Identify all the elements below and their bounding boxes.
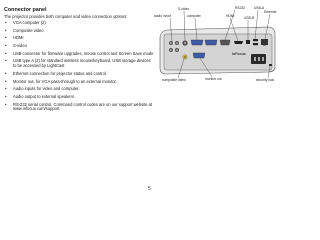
feature-list: [4, 21, 154, 112]
s-video-port-icon: [182, 40, 187, 45]
list-item: • Audio inputs for video and computer.: [4, 87, 154, 92]
page-number: 5: [148, 186, 151, 192]
power-socket-icon: [251, 54, 266, 64]
label-audio-in-out: audio in/out: [154, 14, 172, 18]
label-usb-b: USB-B: [244, 16, 255, 20]
list-item: • Ethernet connection for projector status and control.: [4, 72, 154, 77]
security-lock-slot-icon: [269, 64, 272, 66]
hdmi-port-icon: [234, 41, 243, 44]
connector-panel-diagram: [150, 4, 298, 84]
label-monitor-out: monitor out: [205, 77, 222, 81]
connector-panel-section: [4, 7, 154, 115]
list-item: • VGA computer (2): [4, 21, 154, 26]
list-item: • Monitor out, for VGA pass-through to an external monitor.: [4, 80, 154, 85]
list-item: • HDMI: [4, 36, 154, 41]
usb-b-port-icon: [246, 40, 250, 44]
list-item: • USB type A (2) for standard wireless mouse/keyboard, USB storage devices to be accessed by LightCast: [4, 59, 154, 69]
list-item: • USB connector for firmware upgrades, mouse control and Screen Save mode: [4, 52, 154, 57]
list-item: • Composite video: [4, 29, 154, 34]
monitor-out-port-icon: [193, 53, 205, 58]
list-item: • Audio output to external speakers.: [4, 95, 154, 100]
label-s-video: S-video: [178, 7, 190, 11]
label-hdmi: HDMI: [226, 14, 235, 18]
list-item: • S-video: [4, 44, 154, 49]
label-rs232: RS232: [235, 6, 246, 10]
rs232-port-icon: [220, 40, 230, 45]
section-title: Connector panel: [4, 7, 47, 13]
list-item: • RS-232 serial control. Command control codes are on our support website at www.infocus.com/support.: [4, 103, 154, 113]
section-intro: The projector provides both computer and video connection options:: [4, 14, 128, 19]
ethernet-port-icon: [261, 39, 268, 46]
label-security-lock: security lock: [256, 78, 275, 82]
label-ethernet: Ethernet: [264, 10, 277, 14]
label-computer: computer: [187, 14, 201, 18]
brand-logo: InFocus: [232, 52, 246, 56]
label-usb-a: USB-A: [254, 6, 265, 10]
label-composite-video: composite video: [162, 78, 186, 82]
composite-video-port-icon: [183, 55, 187, 59]
